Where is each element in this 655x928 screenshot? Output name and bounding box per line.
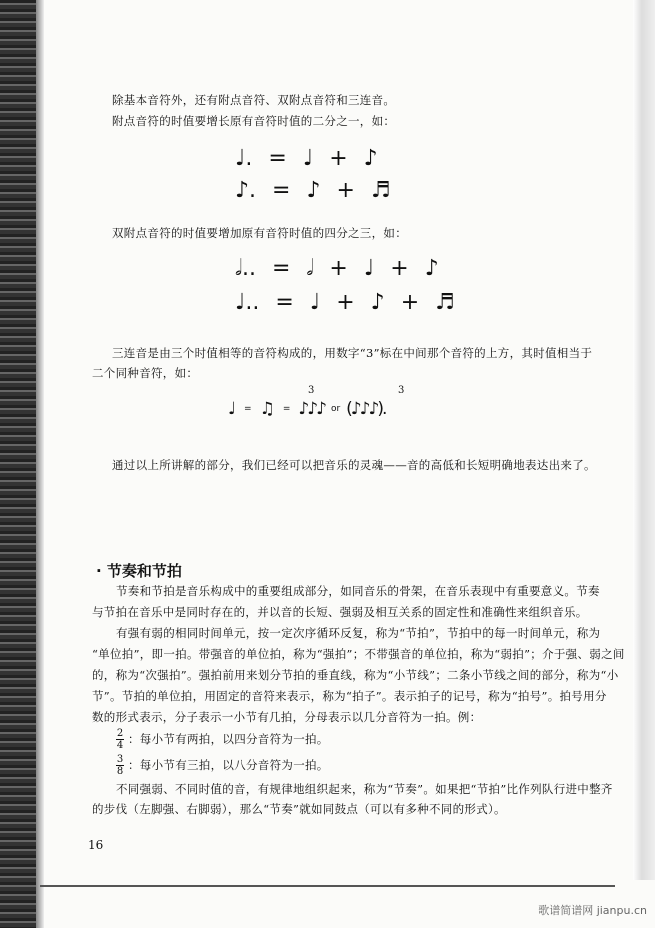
paragraph-line: 节奏和节拍是音乐构成中的重要组成部分，如同音乐的骨架，在音乐表现中有重要意义。节奏 [116,584,600,598]
time-signature-3-8 [116,754,124,777]
note: ♪. [235,178,257,203]
equation-dotted-quarter [235,146,394,172]
paragraph: 二个同种音符，如： [92,366,199,380]
triplet-example [228,399,385,419]
note: ♬ [370,178,391,203]
note: ♪ [363,146,378,171]
paragraph-line: “单位拍”，即一拍。带强音的单位拍，称为“强拍”；不带强音的单位拍，称为“弱拍”；介于强、弱之间 [92,647,625,661]
paragraph: 除基本音符外，还有附点音符、双附点音符和三连音。 [112,93,396,107]
equation-dotted-eighth [235,178,407,204]
note: ♩ [228,399,237,419]
note: (♪♪♪). [346,399,386,419]
triplet-number: 3 [398,385,405,396]
time-signature-2-4 [116,728,124,751]
note: ♩ [363,256,375,281]
note: ♪♪♪ [298,399,325,419]
paragraph-line: 的步伐（左脚强、右脚弱），那么“节奏”就如同鼓点（可以有多种不同的形式）。 [92,802,506,816]
op: = [282,404,291,414]
equation-double-dotted-half [235,256,455,282]
scan-border-right [633,0,655,880]
op: + [329,256,348,281]
paragraph-line: 有强有弱的相同时间单元，按一定次序循环反复，称为“节拍”，节拍中的每一时间单元，称为 [116,626,601,640]
page-number: 16 [88,838,104,852]
paragraph-line: 与节拍在音乐中是同时存在的，并以音的长短、强弱及相互关系的固定性和准确性来组织音乐。 [92,605,588,619]
paragraph: 双附点音符的时值要增加原有音符时值的四分之三，如： [112,226,407,240]
denominator: 8 [116,766,124,777]
paragraph-line: 不同强弱、不同时值的音，有规律地组织起来，称为“节奏”。如果把“节拍”比作列队行进中整齐 [116,782,613,796]
op: = [244,404,252,414]
triplet-number: 3 [308,385,315,396]
op: + [390,256,409,281]
note: ♪ [306,178,321,203]
op: + [336,290,355,315]
op: or [330,404,341,414]
op: = [275,290,294,315]
scan-bottom-edge [40,885,615,887]
paragraph: 通过以上所讲解的部分，我们已经可以把音乐的灵魂——音的高低和长短明确地表达出来了。 [112,458,596,472]
time-signature-desc: ：每小节有三拍，以八分音符为一拍。 [128,758,329,772]
note: 𝅗𝅥 [306,256,314,281]
equation-double-dotted-quarter [235,290,471,316]
scan-shadow [36,0,44,928]
paragraph: 三连音是由三个时值相等的音符构成的，用数字“3”标在中间那个音符的上方，其时值相当于 [112,346,593,360]
paragraph-line: 的，称为“次强拍”。强拍前用来划分节拍的垂直线，称为“小节线”；二条小节线之间的部分，称为“小 [92,668,619,682]
note: ♩ [302,146,314,171]
paragraph-line: 节”。节拍的单位拍，用固定的音符来表示，称为“拍子”。表示拍子的记号，称为“拍号”。拍号用分 [92,689,607,703]
op: + [336,178,355,203]
paragraph-line: 数的形式表示，分子表示一小节有几拍，分母表示以几分音符为一拍。例： [92,710,482,724]
note: ♩ [309,290,321,315]
note: ♩. [235,146,253,171]
note: ♩.. [235,290,260,315]
op: + [400,290,420,315]
paragraph: 附点音符的时值要增长原有音符时值的二分之一，如： [112,114,396,128]
numerator: 2 [116,728,124,739]
note: 𝅗𝅥.. [235,256,256,281]
note: ♪ [370,290,385,315]
op: = [268,146,287,171]
time-signature-desc: ：每小节有两拍，以四分音符为一拍。 [128,732,329,746]
watermark: 歌谱简谱网 jianpu.cn [538,904,647,917]
note: ♫ [259,399,275,419]
section-heading: · 节奏和节拍 [96,562,182,580]
denominator: 4 [116,740,124,751]
op: = [272,178,291,203]
numerator: 3 [116,754,124,765]
op: = [271,256,291,281]
note: ♬ [435,290,455,315]
note: ♪ [424,256,439,281]
scan-border-left [0,0,36,928]
op: + [329,146,348,171]
